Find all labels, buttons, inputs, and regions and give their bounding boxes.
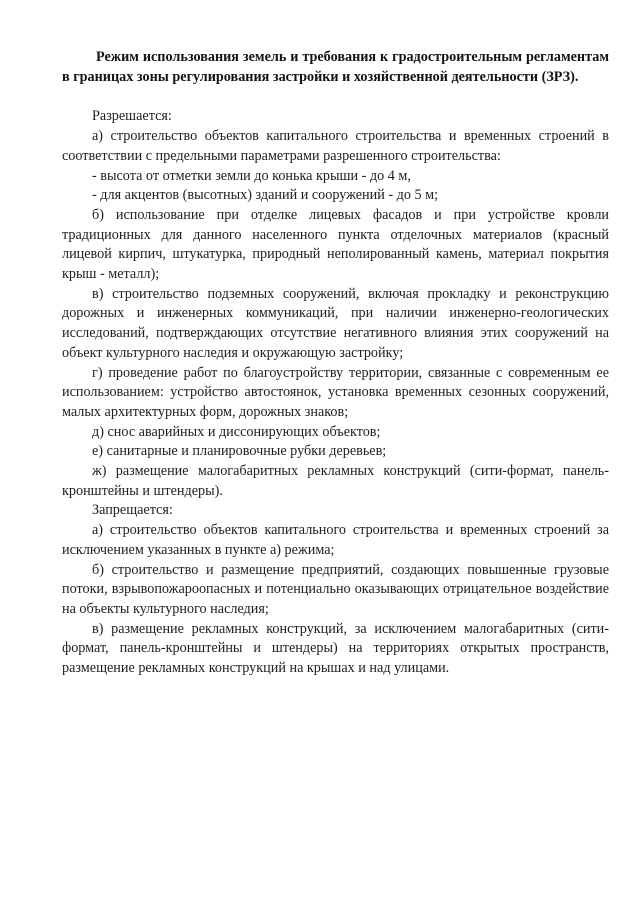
- forbidden-item-a: а) строительство объектов капитального строительства и временных строений за исключением указанных в пункте а) режима;: [62, 522, 609, 558]
- allowed-item-v: в) строительство подземных сооружений, включая прокладку и реконструкцию дорожных и инженерных коммуникаций, при наличии инженерно-геологических исследований, подтверждающих отсутствие негативного влияния этих сооружений на объект культурного наследия и окружающую застройку;: [62, 285, 609, 361]
- allowed-item-zh: ж) размещение малогабаритных рекламных конструкций (сити-формат, панель-кронштейны и штендеры).: [62, 463, 609, 499]
- allowed-item-g: г) проведение работ по благоустройству территории, связанные с современным ее использованием: устройство автостоянок, установка временных сезонных сооружений, малых архитектурных форм, дорожных знаков;: [62, 364, 609, 420]
- allowed-item-a: а) строительство объектов капитального строительства и временных строений в соответствии с предельными параметрами разрешенного строительства:: [62, 128, 609, 164]
- allowed-item-accent-height: - для акцентов (высотных) зданий и сооружений - до 5 м;: [92, 187, 439, 204]
- spacer: [62, 87, 609, 107]
- allowed-item-d: д) снос аварийных и диссонирующих объектов;: [92, 423, 381, 440]
- forbidden-item-b: б) строительство и размещение предприятий, создающих повышенные грузовые потоки, взрывопожароопасных и потенциально оказывающих отрицательное воздействие на объекты культурного наследия;: [62, 561, 609, 617]
- document-body: [62, 48, 609, 679]
- forbidden-item-v: в) размещение рекламных конструкций, за исключением малогабаритных (сити-формат, панель-кронштейны и штендеры) на территориях открытых пространств, размещение рекламных конструкций на крышах и над улицами.: [62, 620, 609, 677]
- allowed-item-b: б) использование при отделке лицевых фасадов и при устройстве кровли традиционных для данного населенного пункта отделочных материалов (красный лицевой кирпич, штукатурка, природный неполированный камень, материал покрытия крыш - металл);: [62, 206, 609, 283]
- allowed-item-e: е) санитарные и планировочные рубки деревьев;: [92, 443, 387, 460]
- allowed-heading: Разрешается:: [92, 108, 172, 125]
- document-title: Режим использования земель и требования к градостроительным регламентам в границах зоны регулирования застройки и хозяйственной деятельности (ЗРЗ).: [62, 49, 609, 85]
- forbidden-heading: Запрещается:: [92, 502, 173, 519]
- allowed-item-height-limit: - высота от отметки земли до конька крыши - до 4 м,: [92, 167, 411, 184]
